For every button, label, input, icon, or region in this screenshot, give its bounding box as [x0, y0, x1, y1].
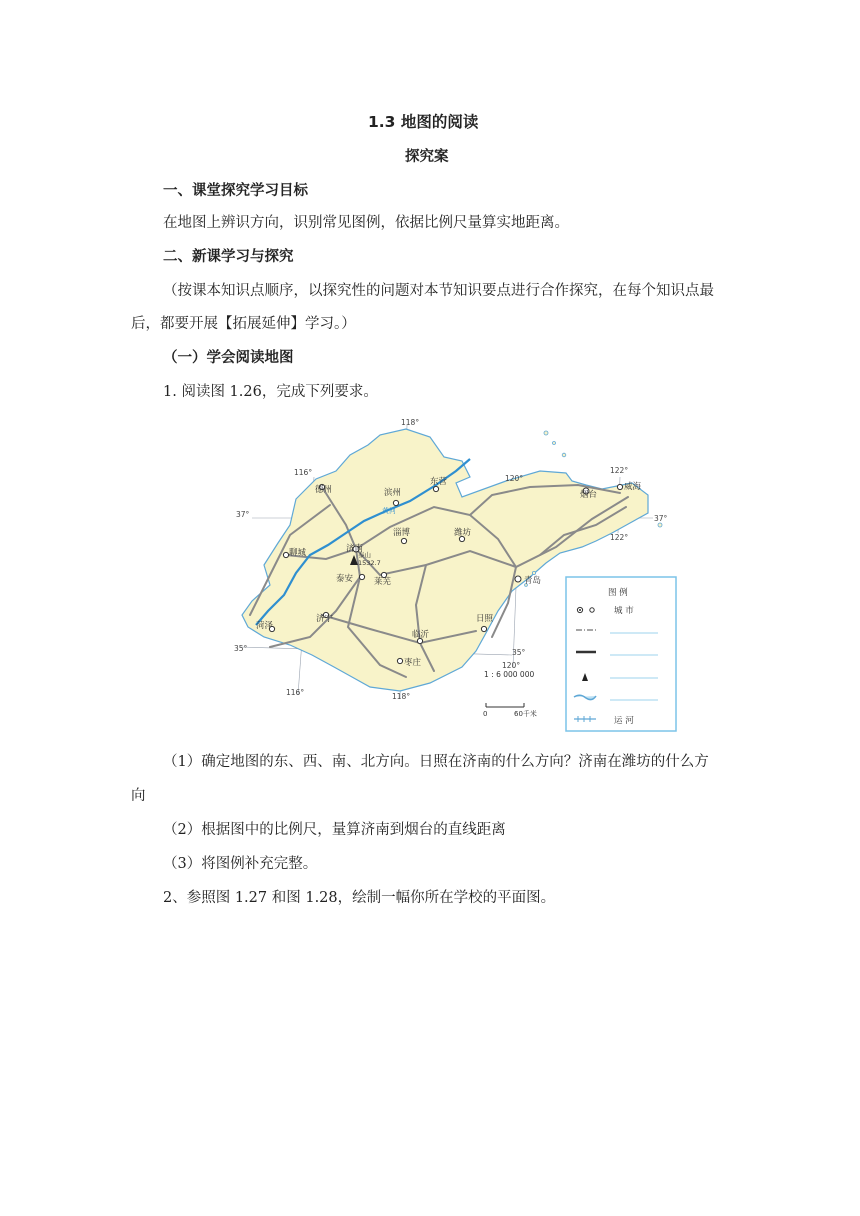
legend-city-label: 城 市 — [614, 606, 634, 616]
longitude-label: 120° — [502, 661, 521, 670]
scale-bar — [483, 670, 537, 718]
goals-text: 在地图上辨识方向，识别常见图例，依据比例尺量算实地距离。 — [163, 215, 569, 231]
longitude-label: 120° — [505, 474, 524, 483]
city-label: 淄博 — [393, 528, 411, 538]
question-1-part-3: （3）将图例补充完整。 — [163, 856, 318, 872]
legend-canal-label: 运 河 — [614, 716, 634, 726]
instruction-line-2: 后，都要开展【拓展延伸】学习。） — [131, 316, 356, 332]
longitude-label: 122° — [610, 466, 629, 475]
city-label: 济南 — [346, 544, 364, 554]
city-label: 滨州 — [384, 488, 402, 498]
longitude-label: 118° — [392, 692, 411, 701]
latitude-label: 35° — [234, 644, 248, 653]
city-label: 日照 — [476, 614, 494, 624]
city-label: 德州 — [315, 485, 333, 495]
city-label: 菏泽 — [256, 621, 274, 631]
city-label: 枣庄 — [404, 658, 422, 668]
question-1-part-1-line-2: 向 — [131, 788, 146, 804]
map-legend — [566, 577, 676, 731]
scale-zero: 0 — [483, 710, 488, 718]
city-label: 莱芜 — [374, 577, 392, 587]
longitude-label: 116° — [294, 468, 313, 477]
page-title: 1.3 地图的阅读 — [368, 113, 479, 131]
question-1: 1. 阅读图 1.26，完成下列要求。 — [163, 384, 378, 400]
section-heading-new-lesson: 二、新课学习与探究 — [163, 249, 294, 265]
city-label: 烟台 — [580, 490, 598, 500]
latitude-label: 37° — [654, 514, 668, 523]
city-label: 泰安 — [336, 574, 354, 584]
river-label: 黄河 — [382, 507, 396, 515]
city-label: 威海 — [624, 482, 642, 492]
question-1-part-1-line-1: （1）确定地图的东、西、南、北方向。日照在济南的什么方向？济南在潍坊的什么方 — [163, 754, 709, 770]
city-label: 聊城 — [289, 548, 307, 558]
longitude-label: 122° — [610, 533, 629, 542]
scale-ratio: 1 : 6 000 000 — [484, 670, 535, 679]
longitude-label: 118° — [401, 418, 420, 427]
longitude-label: 116° — [286, 688, 305, 697]
city-label: 济宁 — [316, 614, 334, 624]
subsection-heading-read-map: （一）学会阅读地图 — [163, 350, 294, 366]
shandong-map-figure — [230, 415, 680, 733]
city-label: 潍坊 — [454, 528, 472, 538]
elevation-label: 1532.7 — [358, 559, 381, 567]
page-subtitle: 探究案 — [405, 149, 449, 165]
section-heading-goals: 一、课堂探究学习目标 — [163, 183, 308, 199]
legend-title: 图 例 — [608, 588, 628, 598]
mountain-label: 泰山 — [358, 551, 371, 559]
instruction-line-1: （按课本知识点顺序，以探究性的问题对本节知识要点进行合作探究，在每个知识点最 — [163, 283, 714, 299]
city-label: 青岛 — [524, 576, 542, 586]
latitude-label: 37° — [236, 510, 250, 519]
question-2: 2、参照图 1.27 和图 1.28，绘制一幅你所在学校的平面图。 — [163, 890, 556, 906]
city-label: 临沂 — [412, 630, 430, 640]
question-1-part-2: （2）根据图中的比例尺，量算济南到烟台的直线距离 — [163, 822, 506, 838]
scale-distance: 60千米 — [514, 710, 537, 718]
latitude-label: 35° — [512, 648, 526, 657]
city-label: 东营 — [430, 477, 448, 487]
